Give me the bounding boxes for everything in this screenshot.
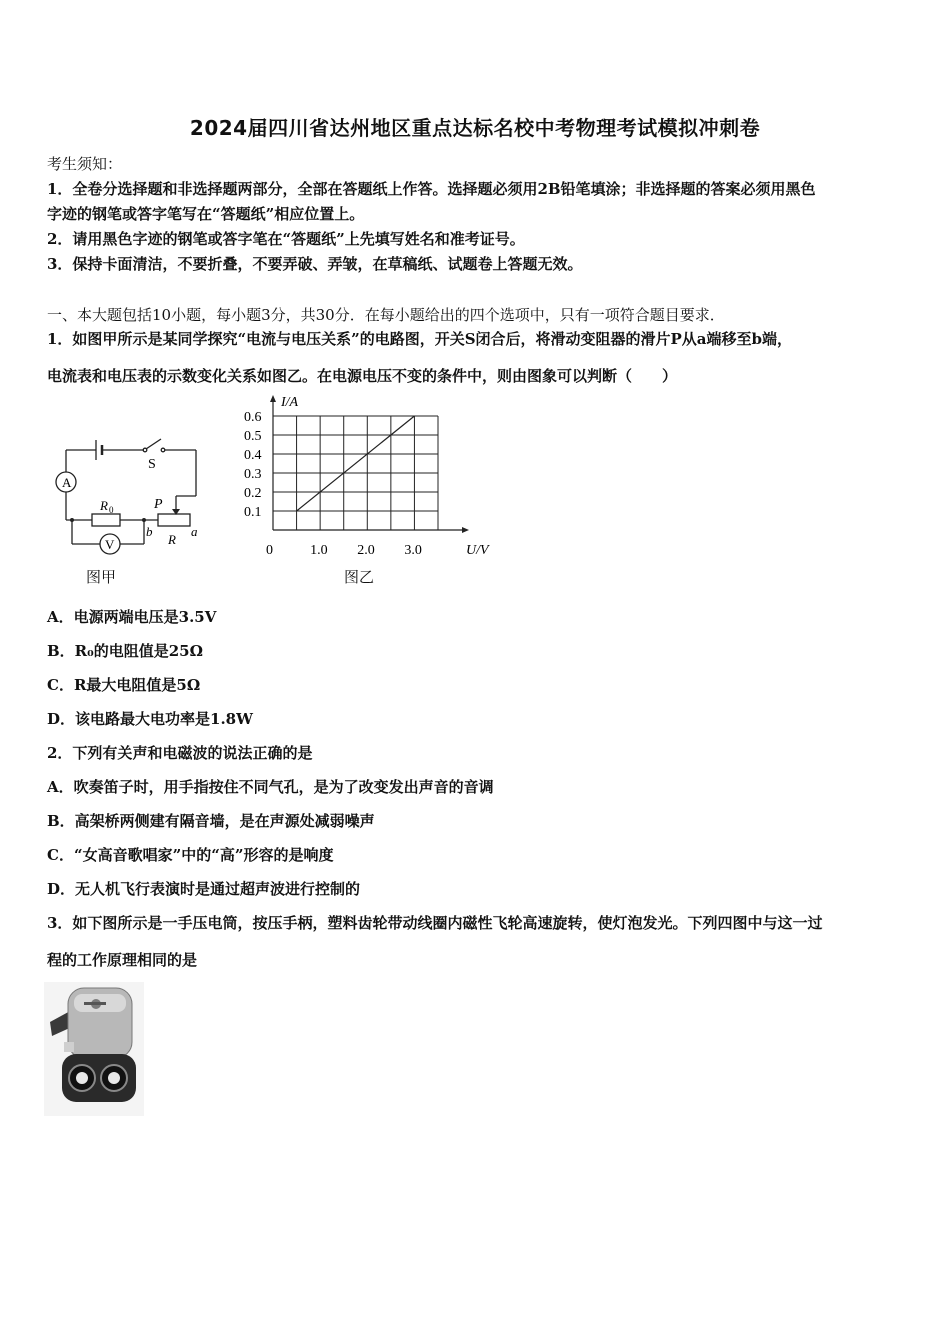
- r0-resistor: [92, 514, 120, 526]
- end-a-label: a: [191, 524, 198, 539]
- series-line: [297, 416, 415, 511]
- x-axis-arrow: [462, 527, 469, 533]
- fig-jia-caption: 图甲: [86, 568, 117, 586]
- flashlight-side-part: [64, 1042, 74, 1052]
- q2-option-a[interactable]: A．吹奏笛子时，用手指按住不同气孔，是为了改变发出声音的音调: [47, 778, 494, 796]
- bulb-right-icon: [108, 1072, 120, 1084]
- x-tick-label: 2.0: [357, 543, 375, 558]
- q2-option-d[interactable]: D．无人机飞行表演时是通过超声波进行控制的: [47, 880, 361, 898]
- ammeter-label: A: [62, 475, 72, 490]
- fig-yi-caption: 图乙: [344, 568, 375, 586]
- y-tick-label: 0.1: [244, 505, 262, 520]
- notice-heading: 考生须知：: [47, 155, 123, 173]
- x-axis-label: U/V: [466, 543, 489, 558]
- q2-option-b[interactable]: B．高架桥两侧建有隔音墙，是在声源处减弱噪声: [47, 812, 375, 830]
- y-tick-label: 0.6: [244, 410, 262, 425]
- iu-chart: [238, 392, 508, 562]
- notice-item-3: 3．保持卡面清洁，不要折叠，不要弄破、弄皱，在草稿纸、试题卷上答题无效。: [47, 255, 583, 273]
- q1-stem-line1: 1．如图甲所示是某同学探究“电流与电压关系”的电路图，开关S闭合后，将滑动变阻器的滑片P从a端移至b端，: [47, 330, 793, 348]
- page-title: 2024届四川省达州地区重点达标名校中考物理考试模拟冲刺卷: [189, 116, 761, 140]
- q1-option-c[interactable]: C．R最大电阻值是5Ω: [47, 676, 201, 694]
- r0-subscript: 0: [109, 505, 114, 515]
- notice-item-2: 2．请用黑色字迹的钢笔或答字笔在“答题纸”上先填写姓名和准考证号。: [47, 230, 525, 248]
- y-tick-label: 0.3: [244, 467, 262, 482]
- r0-label: R: [100, 498, 108, 513]
- switch-label: S: [148, 457, 156, 472]
- notice-item-1-cont: 字迹的钢笔或答字笔写在“答题纸”相应位置上。: [47, 205, 365, 223]
- section-heading: 一、本大题包括10小题，每小题3分，共30分．在每小题给出的四个选项中，只有一项符合题目要求．: [47, 306, 725, 324]
- q3-stem-line1: 3．如下图所示是一手压电筒，按压手柄，塑料齿轮带动线圈内磁性飞轮高速旋转，使灯泡发光。下列四图中与这一过: [47, 914, 823, 932]
- switch-contact-right: [161, 448, 165, 452]
- q1-option-d[interactable]: D．该电路最大电功率是1.8W: [47, 710, 253, 728]
- x-tick-label: 3.0: [404, 543, 422, 558]
- junction-right: [142, 518, 146, 522]
- end-b-label: b: [146, 524, 153, 539]
- bulb-left-icon: [76, 1072, 88, 1084]
- q2-stem: 2．下列有关声和电磁波的说法正确的是: [47, 744, 313, 762]
- circuit-diagram: [48, 432, 218, 562]
- rheostat-label: R: [168, 532, 176, 547]
- chart-grid: [273, 416, 438, 530]
- q2-option-c[interactable]: C．“女高音歌唱家”中的“高”形容的是响度: [47, 846, 334, 864]
- notice-item-1: 1．全卷分选择题和非选择题两部分，全部在答题纸上作答。选择题必须用2B铅笔填涂；非选择题的答案必须用黑色: [47, 180, 816, 198]
- flashlight-image: [44, 982, 144, 1116]
- q1-option-b[interactable]: B．R₀的电阻值是25Ω: [47, 642, 203, 660]
- rheostat-resistor: [158, 514, 190, 526]
- q1-option-a[interactable]: A．电源两端电压是3.5V: [47, 608, 217, 626]
- switch-blade: [146, 439, 161, 449]
- y-axis-label: I/A: [281, 395, 299, 410]
- junction-left: [70, 518, 74, 522]
- y-tick-label: 0.4: [244, 448, 262, 463]
- q3-stem-line2: 程的工作原理相同的是: [47, 951, 198, 969]
- chart-series: [297, 416, 415, 511]
- y-tick-label: 0.5: [244, 429, 262, 444]
- x-tick-label: 0: [266, 543, 273, 558]
- q1-stem-line2: 电流表和电压表的示数变化关系如图乙。在电源电压不变的条件中，则由图象可以判断（ ）: [47, 367, 678, 385]
- y-axis-arrow: [270, 395, 276, 402]
- slider-label: P: [154, 497, 163, 512]
- voltmeter-label: V: [105, 537, 115, 552]
- y-tick-label: 0.2: [244, 486, 262, 501]
- x-tick-label: 1.0: [310, 543, 328, 558]
